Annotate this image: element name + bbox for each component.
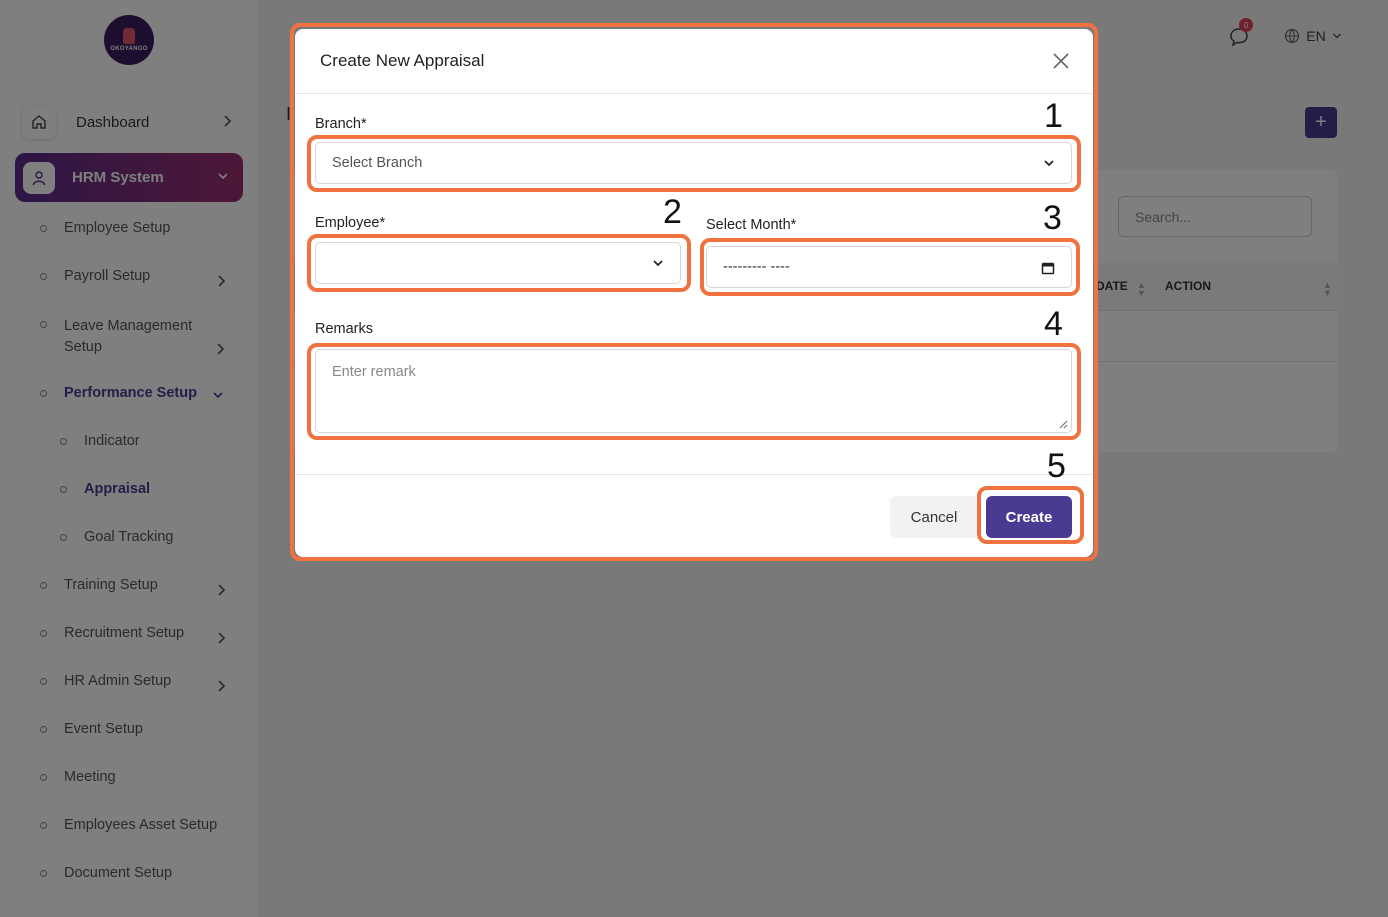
resize-handle-icon[interactable] [1058,419,1068,429]
select-month-label: Select Month* [706,217,797,233]
remarks-textarea[interactable] [315,349,1072,433]
annotation-number: 3 [1043,199,1062,237]
create-button[interactable]: Create [986,496,1072,538]
chevron-down-icon [1043,157,1055,169]
modal-footer [295,474,1093,557]
employee-select[interactable] [315,242,681,284]
close-button[interactable] [1051,51,1071,71]
employee-label: Employee* [315,215,386,231]
branch-select-value: Select Branch [332,155,423,171]
close-icon [1051,51,1071,71]
remarks-label: Remarks [315,321,374,337]
annotation-number: 5 [1047,447,1066,485]
month-input[interactable] [706,246,1072,288]
cancel-button[interactable]: Cancel [890,496,978,538]
annotation-number: 2 [663,193,682,231]
annotation-number: 1 [1044,97,1063,135]
annotation-number: 4 [1044,305,1063,343]
remarks-placeholder: Enter remark [332,364,416,380]
chevron-down-icon [652,257,664,269]
modal-header [295,29,1093,94]
create-appraisal-modal [295,29,1093,557]
calendar-icon[interactable] [1041,261,1055,275]
branch-label: Branch* [315,116,367,132]
modal-title: Create New Appraisal [320,51,485,70]
month-input-value: --------- ---- [723,259,790,275]
branch-select[interactable] [315,142,1072,184]
